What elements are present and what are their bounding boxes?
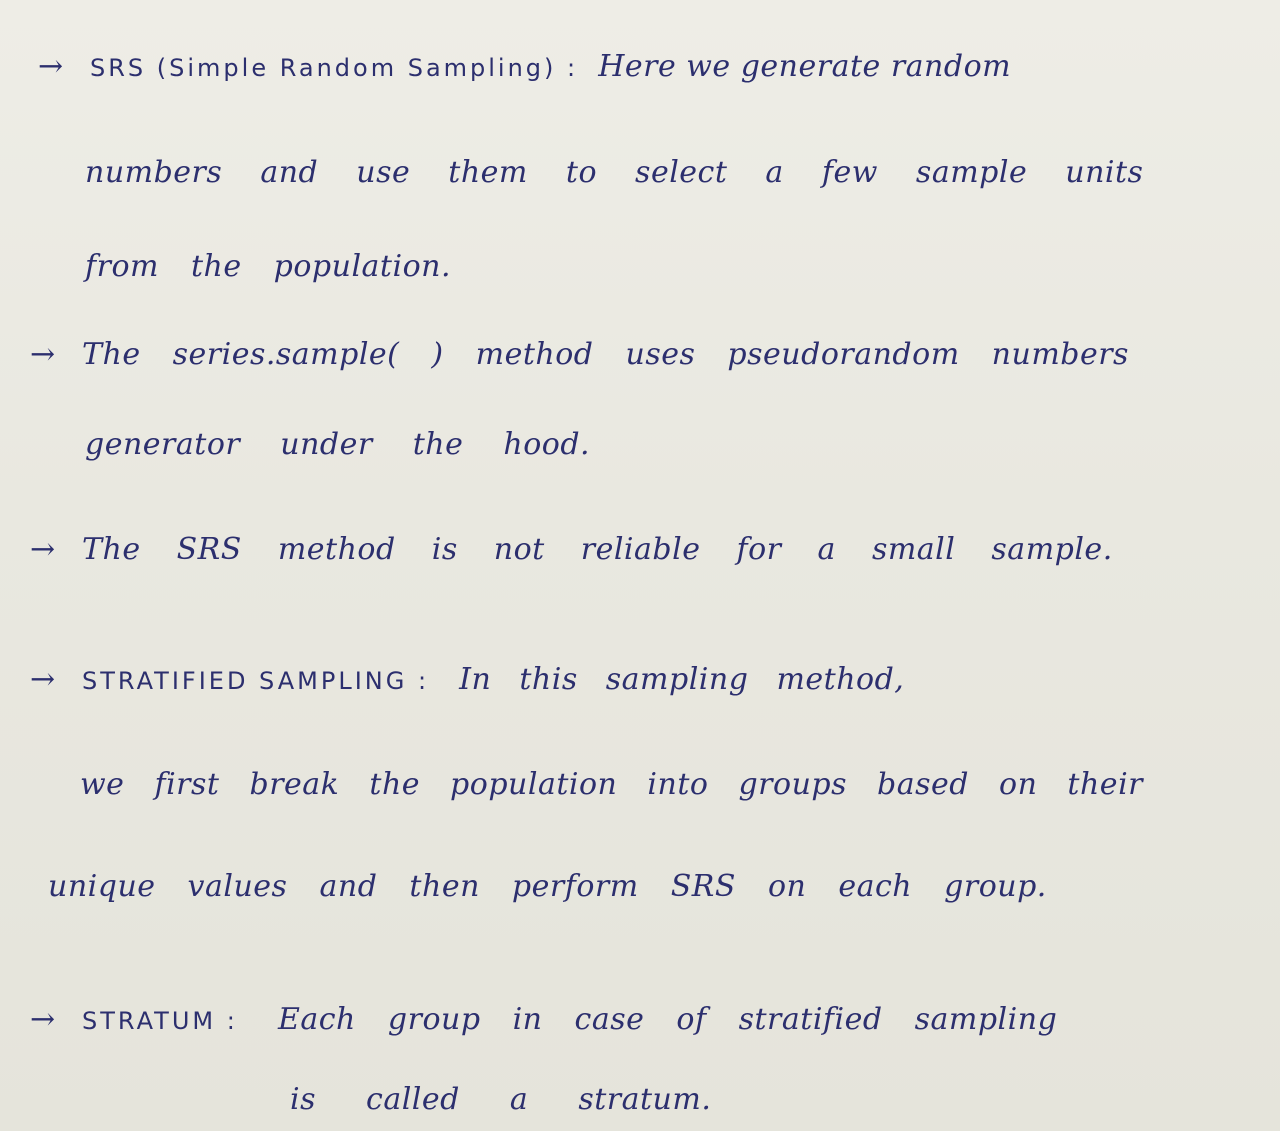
stratified-line-3: unique values and then perform SRS on each group. (48, 869, 1047, 904)
bullet-arrow-icon: → (30, 532, 56, 567)
stratified-line-1 (30, 662, 905, 697)
series-sample-text: The series.sample( ) method uses pseudorandom numbers (82, 337, 1129, 372)
bullet-arrow-icon: → (38, 49, 64, 84)
series-sample-line-2: generator under the hood. (85, 427, 591, 462)
stratified-definition-start: In this sampling method, (459, 662, 905, 697)
stratum-definition-start: Each group in case of stratified sampling (277, 1002, 1058, 1037)
stratified-term: STRATIFIED SAMPLING : (82, 667, 430, 695)
stratum-term: STRATUM : (82, 1007, 238, 1035)
srs-term: SRS (Simple Random Sampling) : (90, 54, 579, 82)
stratified-line-2: we first break the population into groups based on their (80, 767, 1143, 802)
stratum-line-2: is called a stratum. (290, 1082, 712, 1117)
stratum-line-1 (30, 1002, 1058, 1037)
srs-definition-start: Here we generate random (598, 49, 1012, 84)
series-sample-line-1 (30, 337, 1129, 372)
srs-reliability-line (30, 532, 1113, 567)
srs-line-2: numbers and use them to select a few sample units (85, 155, 1144, 190)
srs-reliability-text: The SRS method is not reliable for a small sample. (82, 532, 1113, 567)
srs-line-1 (38, 49, 1012, 84)
bullet-arrow-icon: → (30, 1002, 56, 1037)
bullet-arrow-icon: → (30, 337, 56, 372)
bullet-arrow-icon: → (30, 662, 56, 697)
srs-line-3: from the population. (85, 249, 451, 284)
